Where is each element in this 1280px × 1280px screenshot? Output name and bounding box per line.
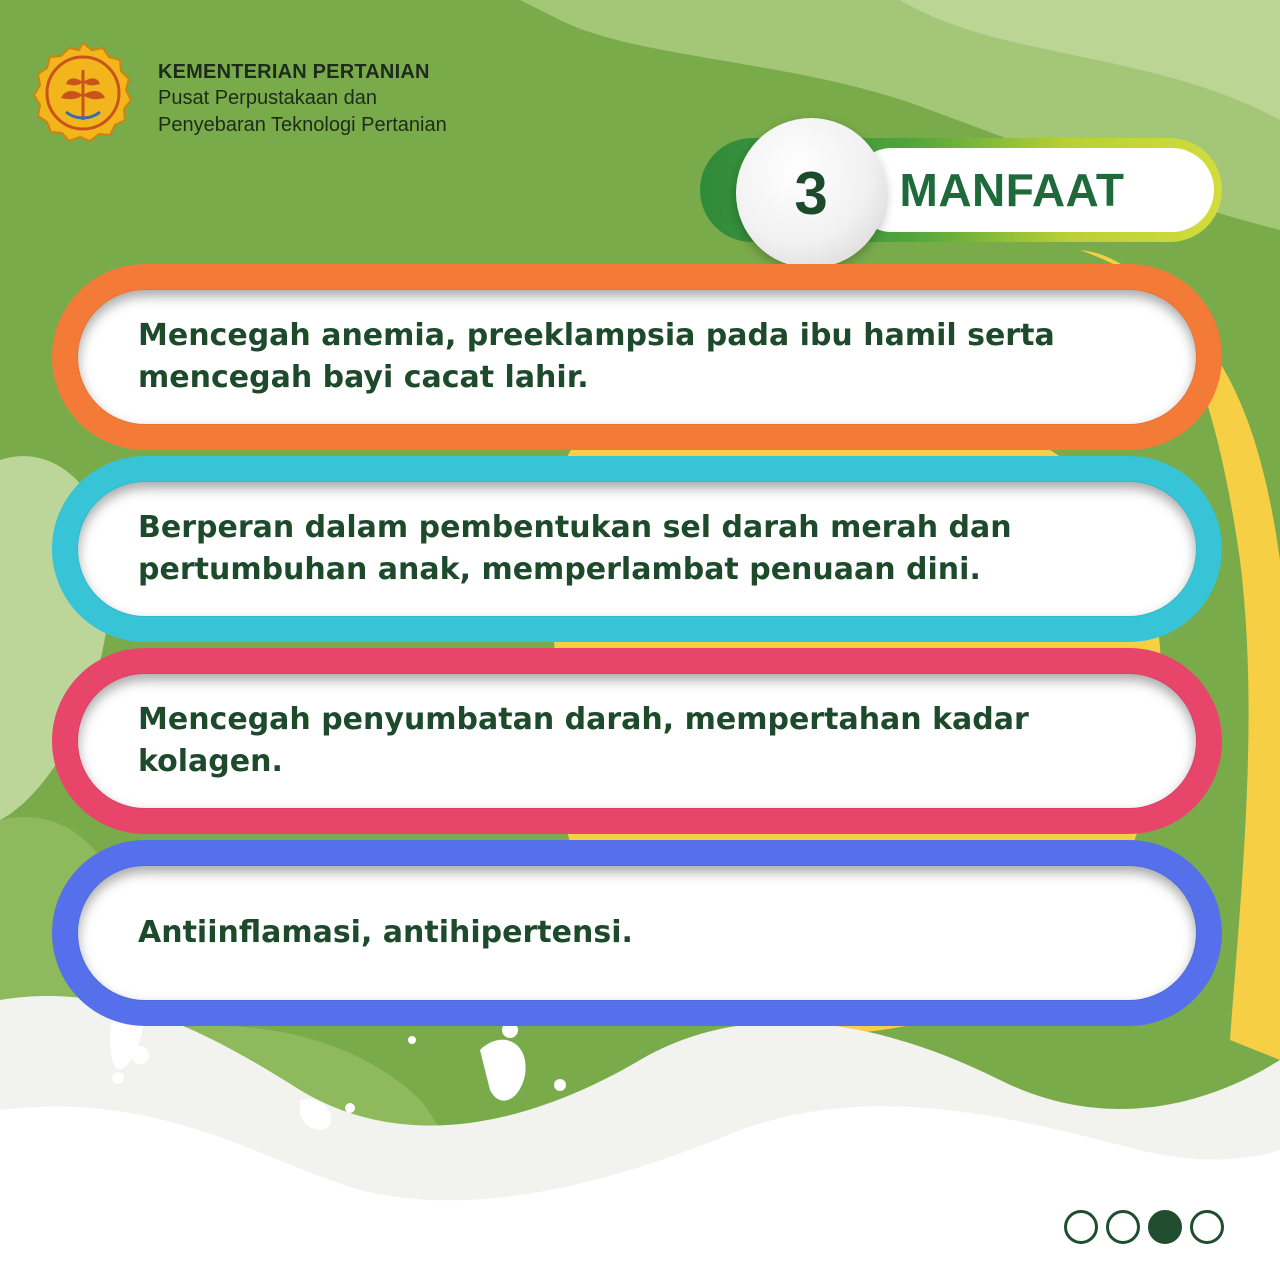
benefit-text: Antiinflamasi, antihipertensi.: [138, 915, 633, 950]
header: [30, 40, 447, 146]
ministry-emblem-icon: [30, 40, 136, 146]
page-dot-4[interactable]: [1190, 1210, 1224, 1244]
benefit-card-body: [78, 866, 1196, 1000]
section-number: 3: [794, 159, 828, 227]
ministry-name: KEMENTERIAN PERTANIAN: [158, 61, 430, 83]
section-title-box: [850, 148, 1214, 232]
page-dot-2[interactable]: [1106, 1210, 1140, 1244]
benefit-text: Mencegah anemia, preeklampsia pada ibu hamil serta mencegah bayi cacat lahir.: [138, 318, 1055, 395]
benefit-card-1: [52, 264, 1222, 450]
section-number-badge: [736, 118, 886, 268]
benefit-card-body: [78, 482, 1196, 616]
benefit-card-body: [78, 290, 1196, 424]
benefit-text: Berperan dalam pembentukan sel darah merah dan pertumbuhan anak, memperlambat penuaan dini.: [138, 510, 1012, 587]
section-title: MANFAAT: [899, 164, 1125, 216]
ministry-info: [158, 59, 447, 139]
benefit-card-4: [52, 840, 1222, 1026]
benefit-card-body: [78, 674, 1196, 808]
benefit-card-3: [52, 648, 1222, 834]
benefit-text: Mencegah penyumbatan darah, mempertahan kadar kolagen.: [138, 702, 1029, 779]
unit-name-line2: Penyebaran Teknologi Pertanian: [158, 114, 447, 136]
page-dot-3[interactable]: [1148, 1210, 1182, 1244]
unit-name-line1: Pusat Perpustakaan dan: [158, 87, 378, 109]
pagination-dots: [1064, 1210, 1224, 1244]
page-dot-1[interactable]: [1064, 1210, 1098, 1244]
benefit-card-2: [52, 456, 1222, 642]
